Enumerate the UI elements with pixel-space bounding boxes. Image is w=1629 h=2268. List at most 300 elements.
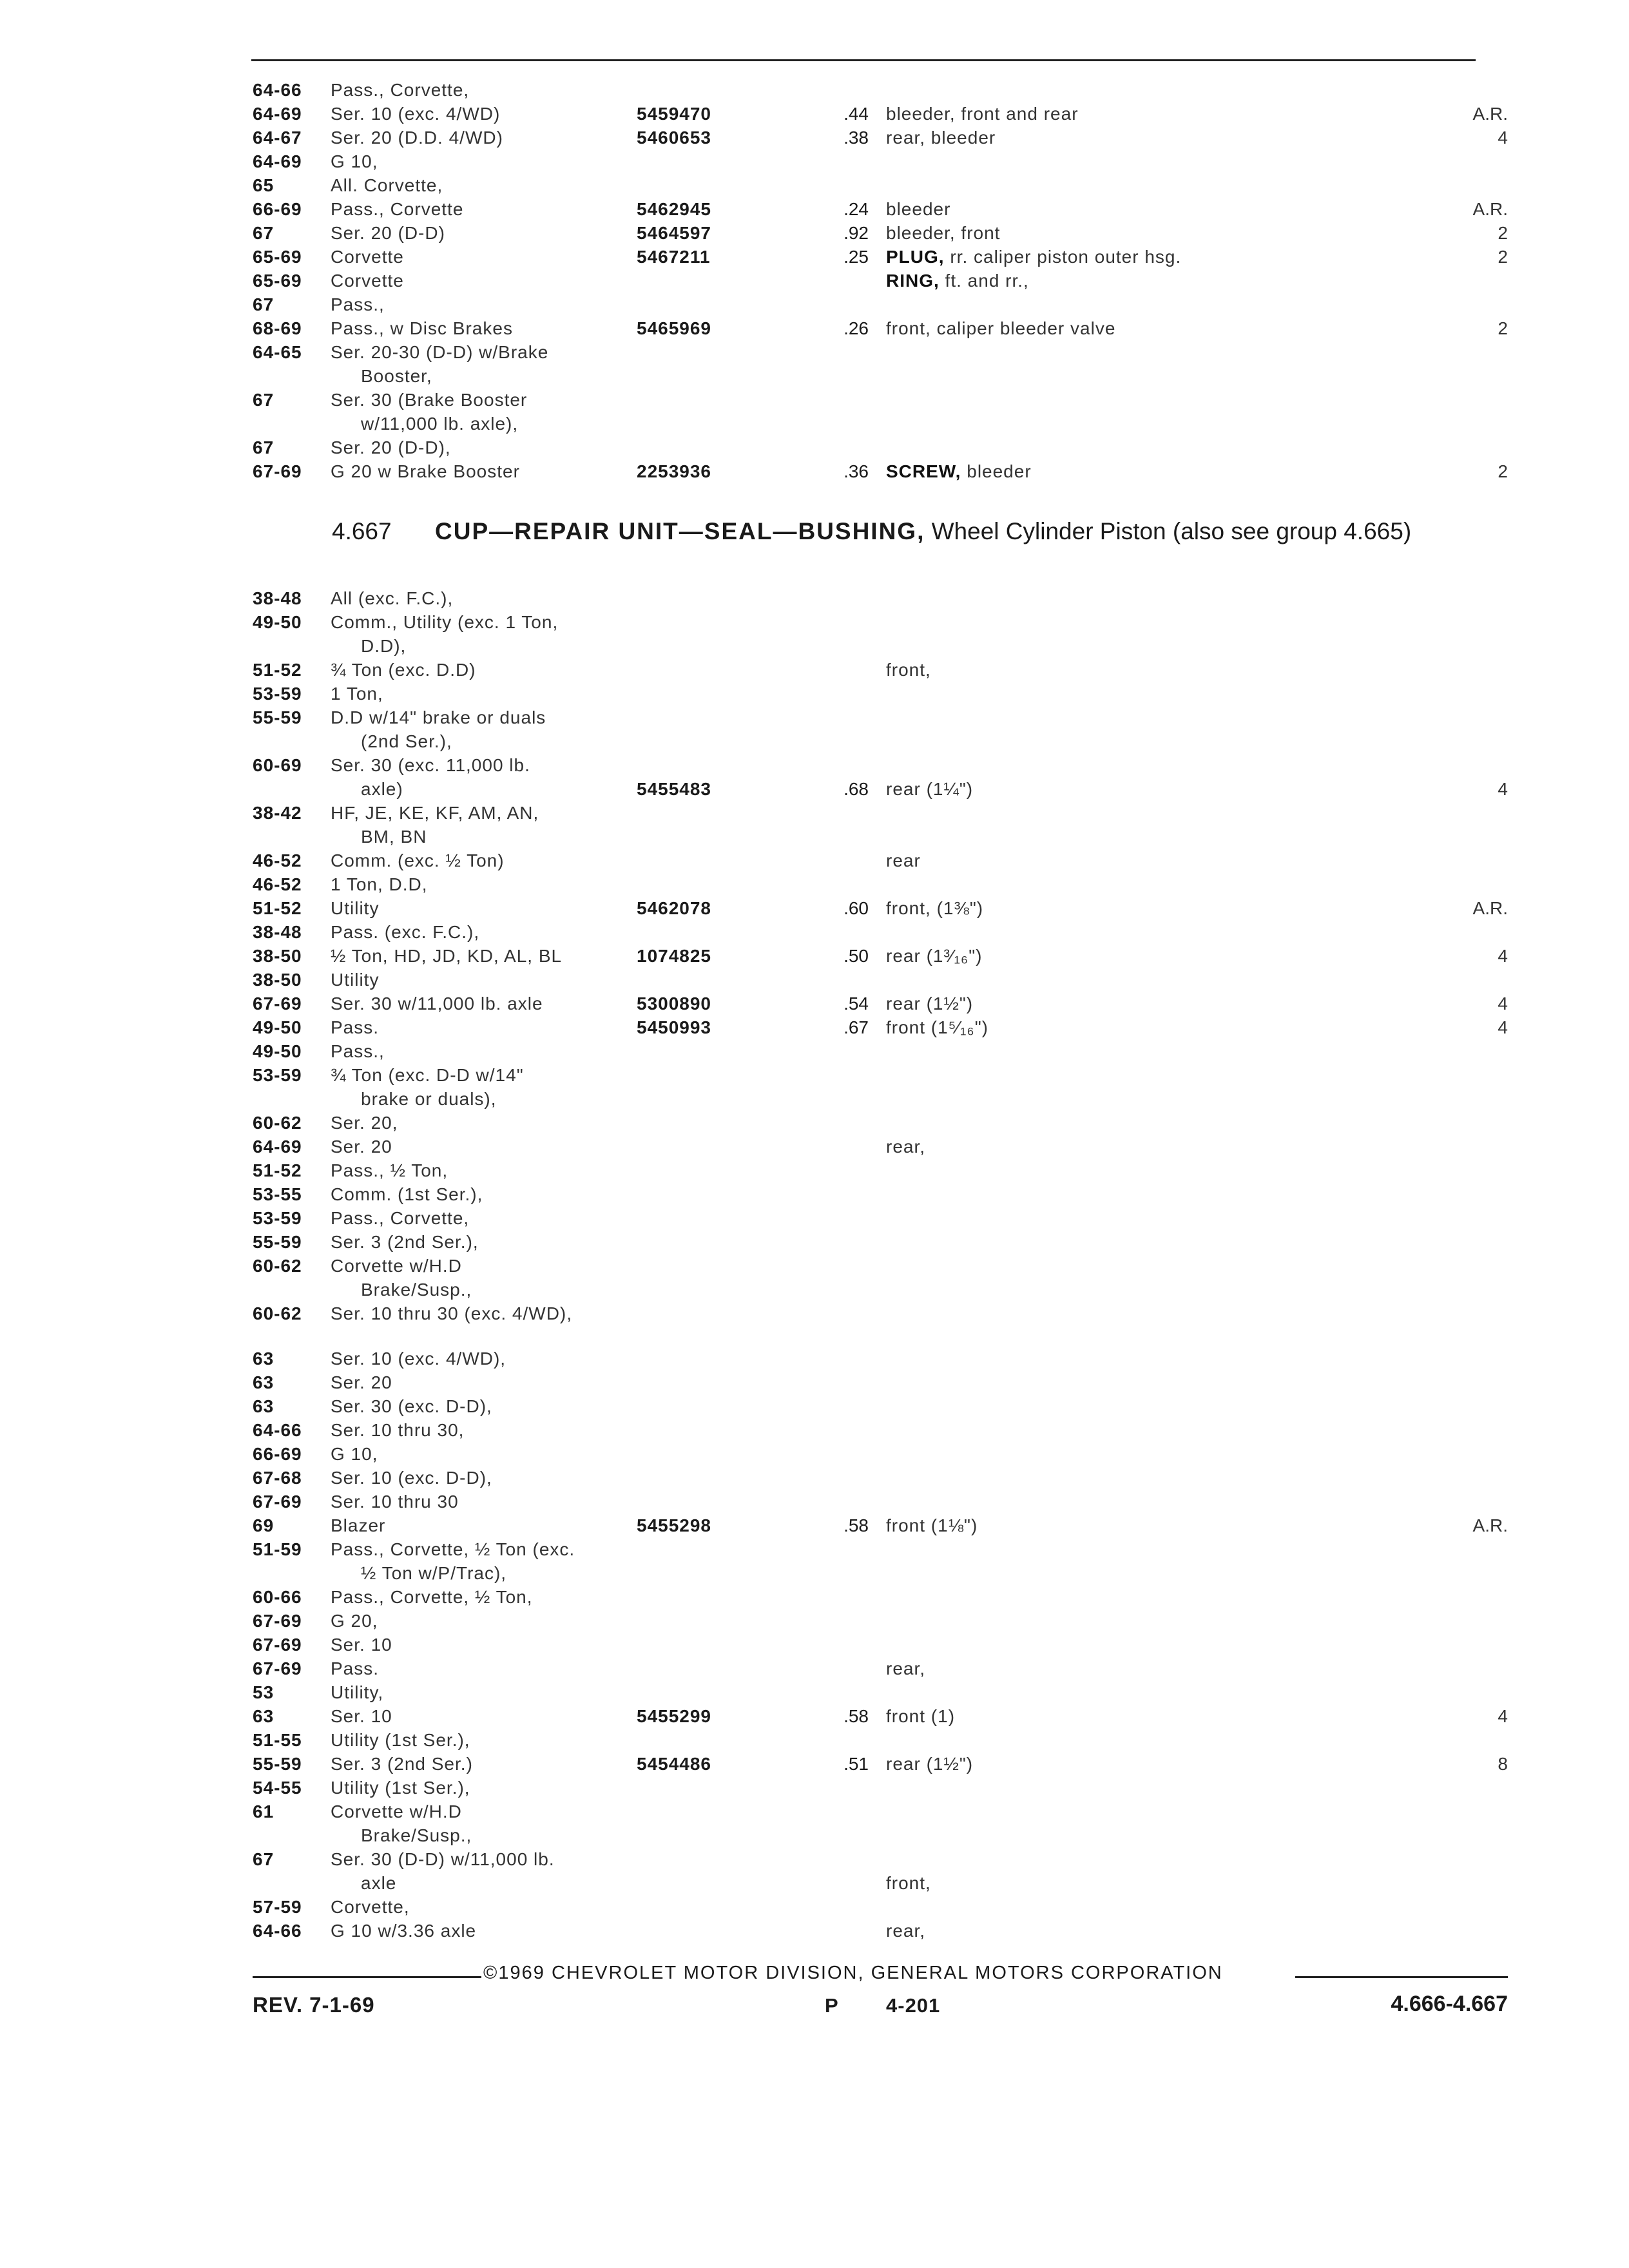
quantity: A.R. bbox=[1472, 898, 1508, 918]
part-number: 5467211 bbox=[637, 247, 711, 267]
footer-copyright: ©1969 CHEVROLET MOTOR DIVISION, GENERAL MOTORS CORPORATION bbox=[483, 1963, 1223, 1983]
description-text: front, caliper bleeder valve bbox=[886, 318, 1116, 338]
year-range: 68-69 bbox=[253, 318, 302, 338]
application: 1 Ton, D.D, bbox=[331, 874, 428, 894]
list-item bbox=[0, 341, 1629, 363]
application: Ser. 30 (exc. D-D), bbox=[331, 1396, 492, 1416]
application: axle) bbox=[361, 779, 403, 799]
application: Ser. 10 (exc. 4/WD) bbox=[331, 104, 501, 124]
year-range: 55-59 bbox=[253, 1754, 302, 1774]
application: All (exc. F.C.), bbox=[331, 588, 454, 608]
application: Pass., Corvette, bbox=[331, 1208, 470, 1228]
list-item bbox=[0, 1279, 1629, 1301]
description-text: front (1⁵⁄₁₆") bbox=[886, 1017, 988, 1037]
application: Utility, bbox=[331, 1682, 384, 1702]
part-number: 5460653 bbox=[637, 128, 712, 148]
application: G 10 w/3.36 axle bbox=[331, 1921, 477, 1941]
part-number: 5462945 bbox=[637, 199, 712, 219]
year-range: 53 bbox=[253, 1682, 275, 1702]
footer-group-range: 4.666-4.667 bbox=[1391, 1992, 1508, 2016]
year-range: 60-62 bbox=[253, 1113, 302, 1133]
list-item bbox=[0, 1729, 1629, 1751]
list-item bbox=[0, 778, 1629, 800]
list-item bbox=[0, 802, 1629, 824]
description bbox=[886, 246, 1414, 268]
application: G 10, bbox=[331, 151, 378, 171]
year-range: 67-69 bbox=[253, 994, 302, 1014]
year-range: 53-55 bbox=[253, 1184, 302, 1204]
quantity: 4 bbox=[1498, 128, 1508, 148]
description-keyword: PLUG, bbox=[886, 247, 945, 267]
year-range: 53-59 bbox=[253, 1065, 302, 1085]
application: G 20 w Brake Booster bbox=[331, 461, 520, 481]
price: .60 bbox=[843, 898, 869, 918]
list-item bbox=[0, 246, 1629, 268]
year-range: 51-55 bbox=[253, 1730, 302, 1750]
application: Booster, bbox=[361, 366, 432, 386]
year-range: 64-65 bbox=[253, 342, 302, 362]
group-number: 4.667 bbox=[332, 518, 392, 544]
application: Brake/Susp., bbox=[361, 1825, 472, 1845]
list-item bbox=[0, 461, 1629, 483]
application: Ser. 10 thru 30 (exc. 4/WD), bbox=[331, 1303, 573, 1323]
application: brake or duals), bbox=[361, 1089, 497, 1109]
description-text: rear, bbox=[886, 1137, 926, 1157]
application: Ser. 30 w/11,000 lb. axle bbox=[331, 994, 543, 1014]
application: D.D), bbox=[361, 636, 407, 656]
application: Pass., w Disc Brakes bbox=[331, 318, 513, 338]
application: Pass., Corvette, ½ Ton, bbox=[331, 1587, 533, 1607]
description bbox=[886, 1872, 1414, 1894]
description-text: rear (1¼") bbox=[886, 779, 974, 799]
year-range: 60-62 bbox=[253, 1303, 302, 1323]
year-range: 64-66 bbox=[253, 1420, 302, 1440]
application: Comm. (1st Ser.), bbox=[331, 1184, 483, 1204]
list-item bbox=[0, 635, 1629, 657]
year-range: 38-48 bbox=[253, 588, 302, 608]
year-range: 65-69 bbox=[253, 247, 302, 267]
list-item bbox=[0, 731, 1629, 753]
application: Comm. (exc. ½ Ton) bbox=[331, 850, 505, 870]
description-text: rr. caliper piston outer hsg. bbox=[944, 247, 1182, 267]
application: w/11,000 lb. axle), bbox=[361, 414, 519, 434]
group-title-bold: CUP—REPAIR UNIT—SEAL—BUSHING, bbox=[435, 518, 925, 544]
list-item bbox=[0, 1041, 1629, 1062]
price: .24 bbox=[843, 199, 869, 219]
list-item bbox=[0, 874, 1629, 896]
application: Ser. 3 (2nd Ser.), bbox=[331, 1232, 479, 1252]
application: Pass. bbox=[331, 1017, 380, 1037]
description-text: rear, bbox=[886, 1658, 926, 1678]
list-item bbox=[0, 1491, 1629, 1513]
year-range: 51-52 bbox=[253, 1160, 302, 1180]
list-item bbox=[0, 1872, 1629, 1894]
application: Pass. (exc. F.C.), bbox=[331, 922, 480, 942]
year-range: 64-69 bbox=[253, 104, 302, 124]
year-range: 64-69 bbox=[253, 151, 302, 171]
application: D.D w/14" brake or duals bbox=[331, 707, 546, 727]
application: HF, JE, KE, KF, AM, AN, bbox=[331, 803, 539, 823]
list-item bbox=[0, 1562, 1629, 1584]
list-item bbox=[0, 1467, 1629, 1489]
list-item bbox=[0, 1231, 1629, 1253]
list-item bbox=[0, 945, 1629, 967]
description-text: bleeder, front and rear bbox=[886, 104, 1079, 124]
description-keyword: RING, bbox=[886, 271, 940, 291]
description bbox=[886, 993, 1414, 1015]
price: .36 bbox=[843, 461, 869, 481]
description-text: ft. and rr., bbox=[939, 271, 1029, 291]
quantity: 8 bbox=[1498, 1754, 1508, 1774]
list-item bbox=[0, 365, 1629, 387]
year-range: 51-52 bbox=[253, 898, 302, 918]
list-item bbox=[0, 1920, 1629, 1942]
list-item bbox=[0, 898, 1629, 919]
part-number: 5459470 bbox=[637, 104, 712, 124]
description bbox=[886, 1920, 1414, 1942]
year-range: 66-69 bbox=[253, 1444, 302, 1464]
year-range: 51-59 bbox=[253, 1539, 302, 1559]
description bbox=[886, 850, 1414, 872]
year-range: 49-50 bbox=[253, 1017, 302, 1037]
application: (2nd Ser.), bbox=[361, 731, 452, 751]
part-number: 1074825 bbox=[637, 946, 712, 966]
year-range: 64-69 bbox=[253, 1137, 302, 1157]
list-item bbox=[0, 1777, 1629, 1799]
list-item bbox=[0, 1207, 1629, 1229]
list-item bbox=[0, 270, 1629, 292]
group-title-rest: Wheel Cylinder Piston (also see group 4.665) bbox=[925, 518, 1412, 544]
list-item bbox=[0, 1064, 1629, 1086]
quantity: A.R. bbox=[1472, 199, 1508, 219]
application: 1 Ton, bbox=[331, 684, 383, 704]
application: Utility (1st Ser.), bbox=[331, 1778, 470, 1798]
price: .38 bbox=[843, 128, 869, 148]
year-range: 53-59 bbox=[253, 684, 302, 704]
application: G 20, bbox=[331, 1611, 378, 1631]
price: .58 bbox=[843, 1706, 869, 1726]
list-item bbox=[0, 175, 1629, 197]
application: G 10, bbox=[331, 1444, 378, 1464]
list-item bbox=[0, 1634, 1629, 1656]
list-item bbox=[0, 1801, 1629, 1823]
year-range: 49-50 bbox=[253, 612, 302, 632]
group-title bbox=[435, 517, 1479, 546]
year-range: 67-69 bbox=[253, 461, 302, 481]
list-item bbox=[0, 437, 1629, 459]
description-text: front (1⅛") bbox=[886, 1515, 978, 1535]
year-range: 46-52 bbox=[253, 874, 302, 894]
application: ½ Ton, HD, JD, KD, AL, BL bbox=[331, 946, 563, 966]
application: Ser. 3 (2nd Ser.) bbox=[331, 1754, 473, 1774]
list-item bbox=[0, 659, 1629, 681]
application: All. Corvette, bbox=[331, 175, 443, 195]
description bbox=[886, 461, 1414, 483]
year-range: 63 bbox=[253, 1349, 275, 1369]
list-item bbox=[0, 198, 1629, 220]
list-item bbox=[0, 127, 1629, 149]
description bbox=[886, 778, 1414, 800]
description bbox=[886, 1753, 1414, 1775]
list-item bbox=[0, 1586, 1629, 1608]
price: .67 bbox=[843, 1017, 869, 1037]
application: Ser. 10 (exc. 4/WD), bbox=[331, 1349, 506, 1369]
year-range: 67 bbox=[253, 1849, 275, 1869]
description-text: rear (1½") bbox=[886, 1754, 974, 1774]
list-item bbox=[0, 1303, 1629, 1325]
part-number: 5462078 bbox=[637, 898, 712, 918]
description bbox=[886, 1136, 1414, 1158]
application: Pass., Corvette, ½ Ton (exc. bbox=[331, 1539, 575, 1559]
year-range: 67-69 bbox=[253, 1611, 302, 1631]
list-item bbox=[0, 1539, 1629, 1561]
footer-rule-right bbox=[1295, 1976, 1508, 1978]
list-item bbox=[0, 921, 1629, 943]
description bbox=[886, 1515, 1414, 1537]
application: Pass., bbox=[331, 294, 385, 314]
year-range: 63 bbox=[253, 1372, 275, 1392]
description bbox=[886, 127, 1414, 149]
quantity: 2 bbox=[1498, 318, 1508, 338]
list-item bbox=[0, 1896, 1629, 1918]
top-rule bbox=[251, 59, 1476, 61]
year-range: 67-68 bbox=[253, 1468, 302, 1488]
application: Ser. 20 bbox=[331, 1137, 392, 1157]
year-range: 38-42 bbox=[253, 803, 302, 823]
year-range: 67 bbox=[253, 294, 275, 314]
application: Ser. 20, bbox=[331, 1113, 398, 1133]
application: Ser. 10 thru 30 bbox=[331, 1492, 459, 1512]
year-range: 65 bbox=[253, 175, 275, 195]
application: Ser. 20 bbox=[331, 1372, 392, 1392]
year-range: 66-69 bbox=[253, 199, 302, 219]
application: Utility bbox=[331, 898, 380, 918]
list-item bbox=[0, 1348, 1629, 1370]
description bbox=[886, 318, 1414, 340]
list-item bbox=[0, 1160, 1629, 1182]
year-range: 61 bbox=[253, 1802, 275, 1821]
list-item bbox=[0, 850, 1629, 872]
application: Ser. 10 bbox=[331, 1706, 392, 1726]
list-item bbox=[0, 1112, 1629, 1134]
year-range: 64-67 bbox=[253, 128, 302, 148]
list-item bbox=[0, 1419, 1629, 1441]
application: Corvette w/H.D bbox=[331, 1256, 462, 1276]
year-range: 64-66 bbox=[253, 1921, 302, 1941]
quantity: 2 bbox=[1498, 461, 1508, 481]
application: Corvette bbox=[331, 247, 404, 267]
description-text: bleeder bbox=[886, 199, 951, 219]
list-item bbox=[0, 611, 1629, 633]
description bbox=[886, 270, 1414, 292]
list-item bbox=[0, 683, 1629, 705]
application: Ser. 20 (D-D) bbox=[331, 223, 445, 243]
description-text: front, bbox=[886, 660, 931, 680]
list-item bbox=[0, 1610, 1629, 1632]
description bbox=[886, 198, 1414, 220]
list-item bbox=[0, 389, 1629, 411]
application: Pass. bbox=[331, 1658, 380, 1678]
year-range: 53-59 bbox=[253, 1208, 302, 1228]
year-range: 60-62 bbox=[253, 1256, 302, 1276]
list-item bbox=[0, 1184, 1629, 1206]
part-number: 5455299 bbox=[637, 1706, 712, 1726]
part-number: 5455483 bbox=[637, 779, 712, 799]
year-range: 60-69 bbox=[253, 755, 302, 775]
application: Ser. 10 thru 30, bbox=[331, 1420, 465, 1440]
application: Pass., Corvette, bbox=[331, 80, 470, 100]
application: Pass., ½ Ton, bbox=[331, 1160, 448, 1180]
application: Ser. 20 (D.D. 4/WD) bbox=[331, 128, 503, 148]
year-range: 55-59 bbox=[253, 707, 302, 727]
price: .51 bbox=[843, 1754, 869, 1774]
description-text: front (1) bbox=[886, 1706, 956, 1726]
application: Ser. 10 (exc. D-D), bbox=[331, 1468, 492, 1488]
application: Corvette, bbox=[331, 1897, 410, 1917]
year-range: 51-52 bbox=[253, 660, 302, 680]
description-text: rear, bleeder bbox=[886, 128, 996, 148]
part-number: 2253936 bbox=[637, 461, 712, 481]
list-item bbox=[0, 413, 1629, 435]
description bbox=[886, 659, 1414, 681]
price: .25 bbox=[843, 247, 869, 267]
year-range: 46-52 bbox=[253, 850, 302, 870]
application: axle bbox=[361, 1873, 397, 1893]
year-range: 63 bbox=[253, 1396, 275, 1416]
year-range: 67-69 bbox=[253, 1635, 302, 1655]
list-item bbox=[0, 1706, 1629, 1727]
price: .44 bbox=[843, 104, 869, 124]
list-item bbox=[0, 103, 1629, 125]
list-item bbox=[0, 588, 1629, 610]
application: Ser. 30 (Brake Booster bbox=[331, 390, 528, 410]
application: Corvette bbox=[331, 271, 404, 291]
list-item bbox=[0, 1658, 1629, 1680]
price: .26 bbox=[843, 318, 869, 338]
year-range: 55-59 bbox=[253, 1232, 302, 1252]
list-item bbox=[0, 1396, 1629, 1418]
application: Pass., Corvette bbox=[331, 199, 464, 219]
description-text: rear, bbox=[886, 1921, 926, 1941]
list-item bbox=[0, 1682, 1629, 1704]
year-range: 38-50 bbox=[253, 946, 302, 966]
quantity: 4 bbox=[1498, 1706, 1508, 1726]
list-item bbox=[0, 222, 1629, 244]
application: Corvette w/H.D bbox=[331, 1802, 462, 1821]
application: ¾ Ton (exc. D-D w/14" bbox=[331, 1065, 524, 1085]
year-range: 63 bbox=[253, 1706, 275, 1726]
application: Pass., bbox=[331, 1041, 385, 1061]
part-number: 5450993 bbox=[637, 1017, 712, 1037]
list-item bbox=[0, 1753, 1629, 1775]
year-range: 67-69 bbox=[253, 1492, 302, 1512]
footer-revision: REV. 7-1-69 bbox=[253, 1993, 375, 2017]
list-item bbox=[0, 79, 1629, 101]
quantity: 4 bbox=[1498, 1017, 1508, 1037]
application: BM, BN bbox=[361, 827, 427, 847]
list-item bbox=[0, 318, 1629, 340]
application: Utility bbox=[331, 970, 380, 990]
quantity: A.R. bbox=[1472, 1515, 1508, 1535]
price: .50 bbox=[843, 946, 869, 966]
quantity: 2 bbox=[1498, 223, 1508, 243]
description bbox=[886, 222, 1414, 244]
year-range: 65-69 bbox=[253, 271, 302, 291]
description-text: rear bbox=[886, 850, 921, 870]
list-item bbox=[0, 1136, 1629, 1158]
list-item bbox=[0, 294, 1629, 316]
list-item bbox=[0, 754, 1629, 776]
footer-rule-left bbox=[253, 1976, 481, 1978]
quantity: 4 bbox=[1498, 994, 1508, 1014]
part-number: 5454486 bbox=[637, 1754, 712, 1774]
application: ¾ Ton (exc. D.D) bbox=[331, 660, 476, 680]
description-text: rear (1½") bbox=[886, 994, 974, 1014]
year-range: 67 bbox=[253, 437, 275, 457]
list-item bbox=[0, 1372, 1629, 1394]
part-number: 5464597 bbox=[637, 223, 712, 243]
list-item bbox=[0, 1088, 1629, 1110]
application: Ser. 30 (D-D) w/11,000 lb. bbox=[331, 1849, 555, 1869]
list-item bbox=[0, 707, 1629, 729]
description bbox=[886, 945, 1414, 967]
year-range: 57-59 bbox=[253, 1897, 302, 1917]
year-range: 49-50 bbox=[253, 1041, 302, 1061]
quantity: A.R. bbox=[1472, 104, 1508, 124]
price: .54 bbox=[843, 994, 869, 1014]
application: Ser. 30 (exc. 11,000 lb. bbox=[331, 755, 530, 775]
year-range: 67 bbox=[253, 223, 275, 243]
application: Comm., Utility (exc. 1 Ton, bbox=[331, 612, 559, 632]
application: Ser. 10 bbox=[331, 1635, 392, 1655]
year-range: 54-55 bbox=[253, 1778, 302, 1798]
description-text: rear (1³⁄₁₆") bbox=[886, 946, 983, 966]
year-range: 38-48 bbox=[253, 922, 302, 942]
year-range: 67 bbox=[253, 390, 275, 410]
part-number: 5455298 bbox=[637, 1515, 712, 1535]
footer-page-number: 4-201 bbox=[886, 1994, 941, 2017]
part-number: 5465969 bbox=[637, 318, 712, 338]
description-text: bleeder bbox=[961, 461, 1032, 481]
year-range: 67-69 bbox=[253, 1658, 302, 1678]
list-item bbox=[0, 993, 1629, 1015]
year-range: 60-66 bbox=[253, 1587, 302, 1607]
quantity: 4 bbox=[1498, 946, 1508, 966]
description bbox=[886, 1658, 1414, 1680]
application: Blazer bbox=[331, 1515, 386, 1535]
description bbox=[886, 103, 1414, 125]
description-text: front, (1⅜") bbox=[886, 898, 984, 918]
application: Ser. 20 (D-D), bbox=[331, 437, 451, 457]
price: .68 bbox=[843, 779, 869, 799]
description bbox=[886, 1017, 1414, 1039]
description-text: front, bbox=[886, 1873, 931, 1893]
part-number: 5300890 bbox=[637, 994, 712, 1014]
list-item bbox=[0, 969, 1629, 991]
application: ½ Ton w/P/Trac), bbox=[361, 1563, 507, 1583]
application: Utility (1st Ser.), bbox=[331, 1730, 470, 1750]
list-item bbox=[0, 1849, 1629, 1870]
year-range: 38-50 bbox=[253, 970, 302, 990]
list-item bbox=[0, 1515, 1629, 1537]
description-text: bleeder, front bbox=[886, 223, 1001, 243]
application: Brake/Susp., bbox=[361, 1280, 472, 1300]
quantity: 2 bbox=[1498, 247, 1508, 267]
description bbox=[886, 1706, 1414, 1727]
list-item bbox=[0, 1443, 1629, 1465]
list-item bbox=[0, 151, 1629, 173]
description-keyword: SCREW, bbox=[886, 461, 961, 481]
